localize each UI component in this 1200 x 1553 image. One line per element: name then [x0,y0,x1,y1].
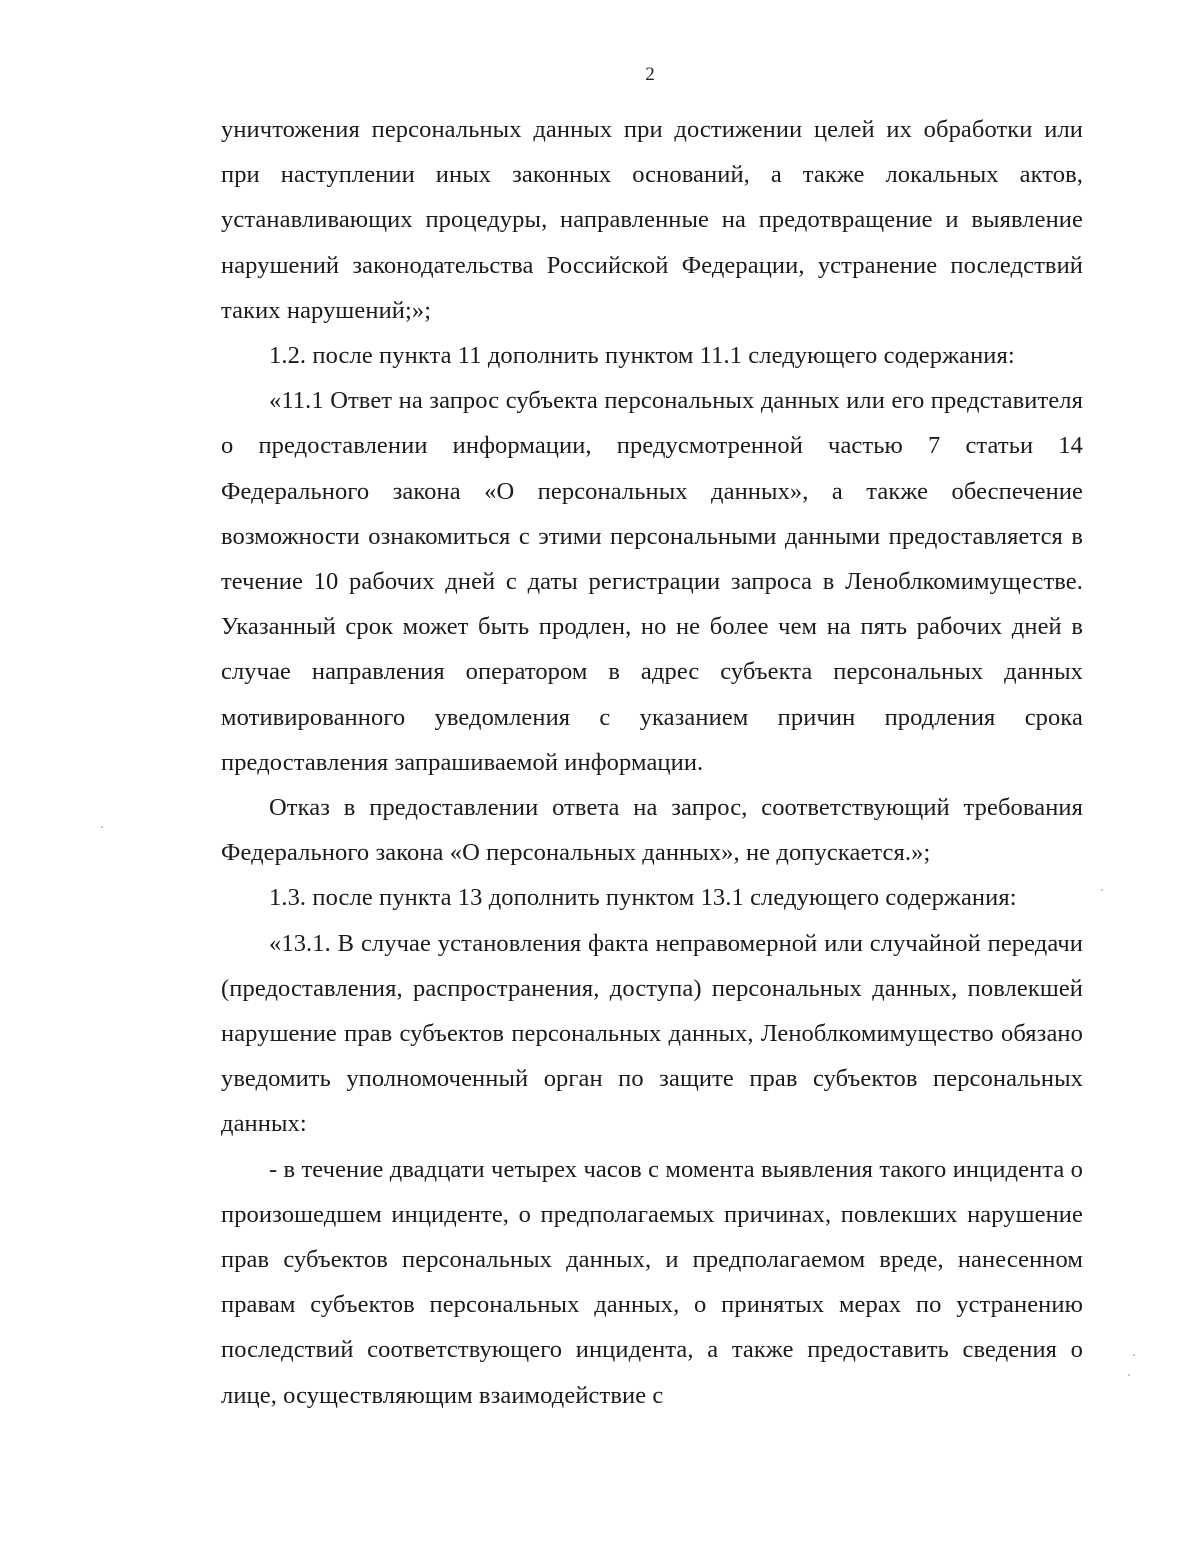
document-body [221,107,1083,1418]
scan-speck [1133,1354,1135,1356]
paragraph-4: Отказ в предоставлении ответа на запрос, соответствующий требования Федерального закона «О персональных данных», не допускается.»; [221,794,1083,867]
page-number: 2 [645,64,655,85]
scan-speck [1101,889,1103,891]
scan-speck [101,826,103,828]
paragraph-6: «13.1. В случае установления факта неправомерной или случайной передачи (предоставления, распространения, доступа) персональных данных, повлекшей нарушение прав субъектов персональных данных, Леноблкомимущество обязано уведомить уполномоченный орган по защите прав субъектов персональных данных: [221,929,1083,1138]
paragraph-1: уничтожения персональных данных при достижении целей их обработки или при наступлении иных законных оснований, а также локальных актов, устанавливающих процедуры, направленные на предотвращение и выявление нарушений законодательства Российской Федерации, устранение последствий таких нарушений;»; [221,116,1083,324]
paragraph-3: «11.1 Ответ на запрос субъекта персональных данных или его представителя о предоставлении информации, предусмотренной частью 7 статьи 14 Федерального закона «О персональных данных», а также обеспечение возможности ознакомиться с этими персональными данными предоставляется в течение 10 рабочих дней с даты регистрации запроса в Леноблкомимуществе. Указанный срок может быть продлен, но не более чем на пять рабочих дней в случае направления оператором в адрес субъекта персональных данных мотивированного уведомления с указанием причин продления срока предоставления запрашиваемой информации. [221,387,1083,776]
paragraph-7: - в течение двадцати четырех часов с момента выявления такого инцидента о произошедшем инциденте, о предполагаемых причинах, повлекших нарушение прав субъектов персональных данных, и предполагаемом вреде, нанесенном правам субъектов персональных данных, о принятых мерах по устранению последствий соответствующего инцидента, а также предоставить сведения о лице, осуществляющим взаимодействие с [221,1155,1083,1409]
scan-speck [1128,1374,1130,1376]
paragraph-2: 1.2. после пункта 11 дополнить пунктом 11.1 следующего содержания: [269,342,1015,370]
paragraph-5: 1.3. после пункта 13 дополнить пунктом 13.1 следующего содержания: [269,884,1017,912]
